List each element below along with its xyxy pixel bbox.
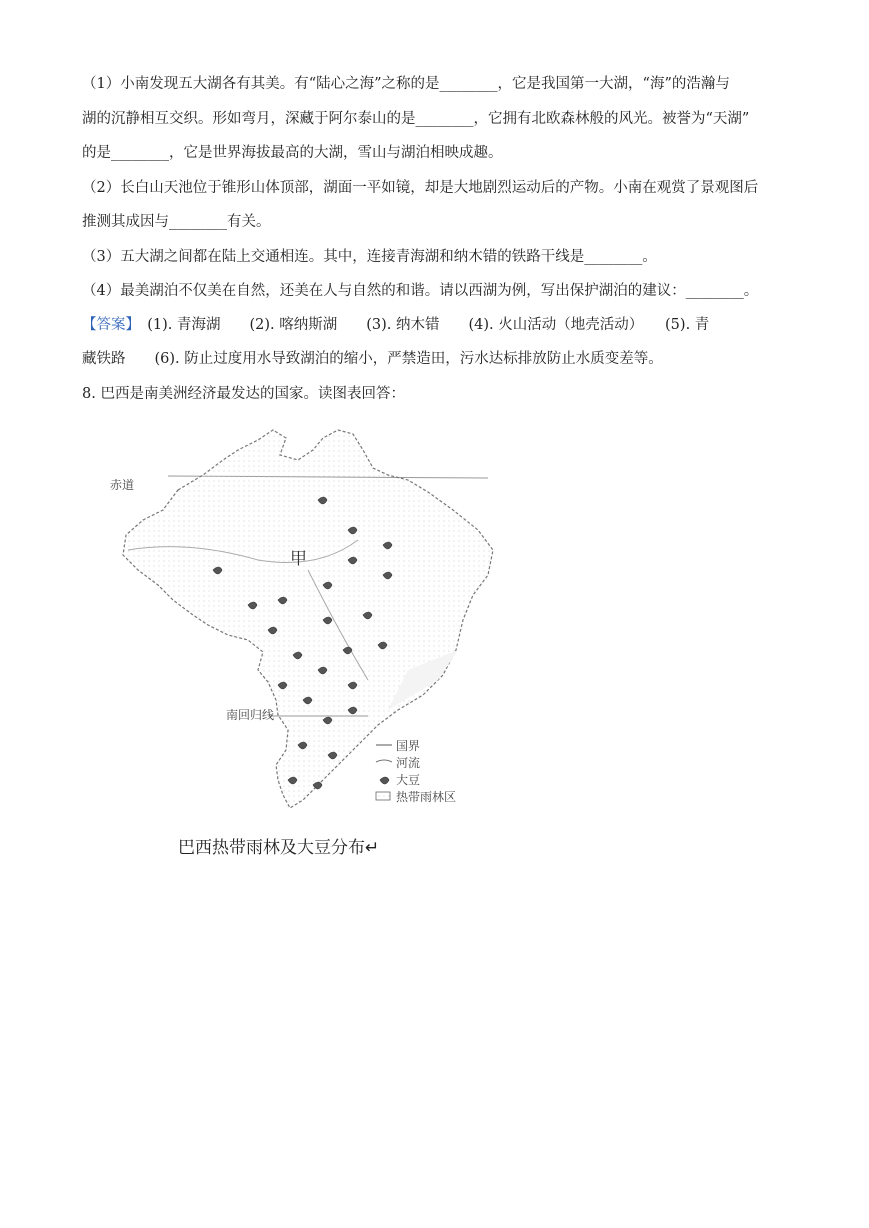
answer-line1 — [82, 315, 709, 335]
brazil-map — [108, 420, 508, 820]
legend-soybean-label: 大豆 — [396, 773, 421, 787]
answer-text-1: (1). 青海湖 (2). 喀纳斯湖 (3). 纳木错 (4). 火山活动（地壳活动） (5). 青 — [132, 317, 710, 333]
q7-part2-line2: 推测其成因与________有关。 — [82, 214, 271, 230]
brazil-map-drawing — [108, 420, 508, 820]
legend-river-label: 河流 — [396, 756, 421, 770]
q7-part3: （3）五大湖之间都在陆上交通相连。其中，连接青海湖和纳木错的铁路干线是________。 — [82, 249, 657, 265]
legend-border-label: 国界 — [396, 739, 421, 753]
question-8: 8. 巴西是南美洲经济最发达的国家。读图表回答： — [82, 386, 405, 402]
q7-part4: （4）最美湖泊不仅美在自然，还美在人与自然的和谐。请以西湖为例，写出保护湖泊的建议：________。 — [82, 283, 759, 299]
q7-part2-line1: （2）长白山天池位于锥形山体顶部，湖面一平如镜，却是大地剧烈运动后的产物。小南在观赏了景观图后 — [82, 180, 759, 196]
country-outline — [123, 430, 493, 808]
region-label-jia: 甲 — [290, 549, 307, 569]
equator-label: 赤道 — [110, 478, 135, 492]
q7-part1-line2: 湖的沉静相互交织。形如弯月，深藏于阿尔泰山的是________，它拥有北欧森林般的风光。被誉为“天湖” — [82, 111, 750, 127]
tropic-label: 南回归线 — [226, 708, 275, 722]
q7-part1-line1: （1）小南发现五大湖各有其美。有“陆心之海”之称的是________，它是我国第一大湖，“海”的浩瀚与 — [82, 76, 730, 92]
map-caption: 巴西热带雨林及大豆分布↵ — [178, 838, 380, 858]
answer-line2: 藏铁路 (6). 防止过度用水导致湖泊的缩小，严禁造田，污水达标排放防止水质变差等。 — [82, 351, 663, 367]
legend-river-symbol — [376, 760, 392, 762]
q7-part1-line3: 的是________，它是世界海拔最高的大湖，雪山与湖泊相映成趣。 — [82, 145, 503, 161]
answer-tag: 【答案】 — [82, 317, 133, 333]
legend-soybean-symbol — [380, 777, 389, 784]
legend-rainforest-label: 热带雨林区 — [396, 790, 457, 804]
legend-rainforest-symbol — [376, 792, 390, 800]
